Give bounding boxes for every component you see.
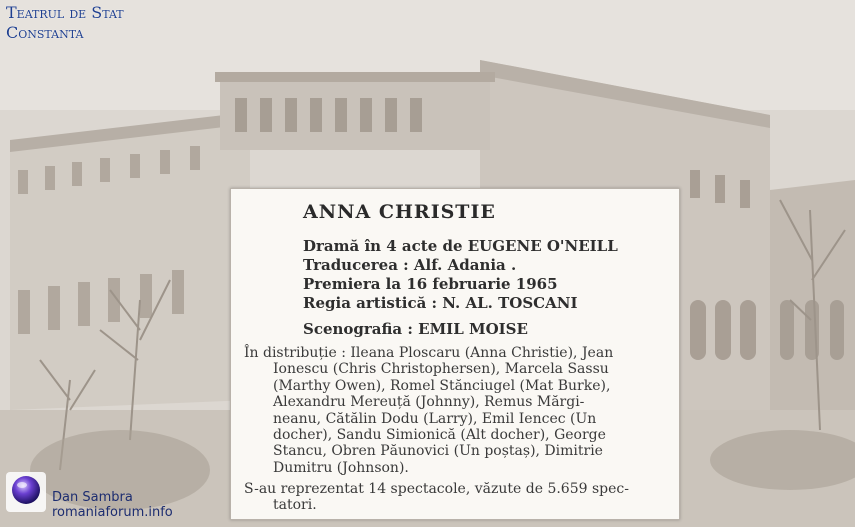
performances-paragraph [244, 481, 629, 514]
credit-translation: Traducerea : Alf. Adania . [303, 256, 517, 274]
cast-paragraph [244, 345, 672, 476]
credit-premiere: Premiera la 16 februarie 1965 [303, 275, 558, 293]
cast-line: Ionescu (Chris Christophersen), Marcela Sassu [273, 361, 609, 378]
forum-logo-icon [6, 472, 46, 512]
theatre-name-line2: Constanta [6, 23, 84, 42]
theatre-name [6, 3, 124, 43]
cast-line: docher), Sandu Simionică (Alt docher), George [273, 427, 606, 444]
play-title: ANNA CHRISTIE [303, 201, 496, 223]
credit-scenography: Scenografia : EMIL MOISE [303, 320, 528, 338]
performances-line: tatori. [273, 497, 317, 514]
watermark-site: romaniaforum.info [52, 505, 173, 520]
cast-line: În distribuție : Ileana Ploscaru (Anna Christie), Jean [244, 345, 614, 361]
cast-line: Dumitru (Johnson). [273, 459, 409, 476]
cast-line: Stancu, Obren Păunovici (Un poștaș), Dimitrie [273, 443, 603, 460]
credit-director: Regia artistică : N. AL. TOSCANI [303, 294, 578, 312]
watermark-credit [52, 490, 173, 520]
watermark-author: Dan Sambra [52, 490, 133, 505]
credit-author: Dramă în 4 acte de EUGENE O'NEILL [303, 237, 618, 255]
program-card [230, 188, 680, 520]
theatre-name-line1: Teatrul de Stat [6, 3, 124, 22]
cast-line: neanu, Cătălin Dodu (Larry), Emil Iencec (Un [273, 410, 597, 427]
credits-block [303, 237, 618, 339]
performances-line: S-au reprezentat 14 spectacole, văzute de 5.659 spec- [244, 481, 629, 497]
cast-line: (Marthy Owen), Romel Stănciugel (Mat Burke), [273, 377, 611, 394]
cast-line: Alexandru Mereuță (Johnny), Remus Mărgi- [273, 394, 585, 411]
